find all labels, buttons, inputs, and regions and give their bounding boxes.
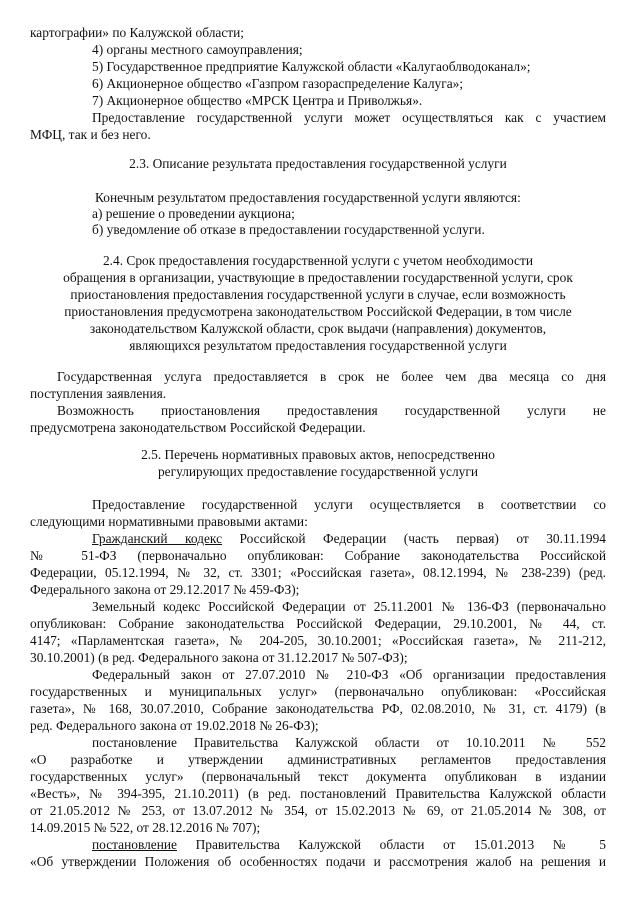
text-line: картографии» по Калужской области; — [30, 25, 245, 40]
list-item: 7) Акционерное общество «МРСК Центра и Приволжья». — [92, 93, 423, 108]
section-heading: обращения в организации, участвующие в предоставлении государственной услуги, срок — [63, 270, 573, 285]
paragraph-line: ред. Федерального закона от 19.02.2018 № 26-ФЗ); — [30, 718, 319, 733]
section-heading: являющихся результатом предоставления государственной услуги — [129, 338, 507, 353]
paragraph-line: Предоставление государственной услуги может осуществляться как с участием — [92, 110, 606, 125]
paragraph-line: опубликован: Собрание законодательства Российской Федерации, 29.10.2001, № 44, ст. — [30, 616, 606, 631]
paragraph-line: государственных и муниципальных услуг» (первоначально опубликован: «Российская — [30, 684, 606, 699]
paragraph-line: предусмотрена законодательством Российской Федерации. — [30, 420, 366, 435]
paragraph-line: Федеральный закон от 27.07.2010 № 210-ФЗ «Об организации предоставления — [92, 667, 606, 682]
section-heading: 2.4. Срок предоставления государственной услуги с учетом необходимости — [102, 253, 534, 268]
civil-code-link[interactable]: Гражданский кодекс — [92, 531, 223, 546]
paragraph-line: «Об утверждении Положения об особенностях подачи и рассмотрения жалоб на решения и — [30, 854, 606, 869]
paragraph-line: «О разработке и утверждении административных регламентов предоставления — [30, 752, 606, 767]
paragraph-line: газета», № 168, 30.07.2010, Собрание законодательства РФ, 02.08.2010, № 31, ст. 4179) (в — [30, 701, 606, 716]
paragraph-line: Возможность приостановления предоставления государственной услуги не — [57, 403, 606, 418]
list-item: 4) органы местного самоуправления; — [92, 42, 303, 57]
paragraph-line: № 51-ФЗ (первоначально опубликован: Собрание законодательства Российской — [30, 548, 606, 563]
resolution-link[interactable]: постановление — [92, 837, 178, 852]
text-span: Правительства Калужской области от 15.01.2013 № 5 — [195, 837, 606, 852]
section-heading: регулирующих предоставление государственной услуги — [157, 464, 479, 479]
paragraph-line: «Весть», № 394-395, 21.10.2011) (в ред. постановлений Правительства Калужской области — [30, 786, 606, 801]
list-item: а) решение о проведении аукциона; — [92, 206, 295, 221]
paragraph-line: государственных услуг» (первоначальный текст документа опубликован в издании — [30, 769, 606, 784]
paragraph-line: от 21.05.2012 № 253, от 13.07.2012 № 354, от 15.02.2013 № 69, от 21.05.2014 № 308, от — [30, 803, 606, 818]
paragraph-line: Земельный кодекс Российской Федерации от 25.11.2001 № 136-ФЗ (первоначально — [92, 599, 606, 614]
section-heading: 2.3. Описание результата предоставления государственной услуги — [129, 156, 507, 171]
paragraph-line: следующими нормативными правовыми актами: — [30, 514, 308, 529]
section-heading: законодательством Калужской области, срок выдачи (направления) документов, — [89, 321, 547, 336]
list-item: 6) Акционерное общество «Газпром газораспределение Калуга»; — [92, 76, 464, 91]
paragraph-line: Конечным результатом предоставления государственной услуги являются: — [95, 190, 521, 205]
section-heading: 2.5. Перечень нормативных правовых актов, непосредственно — [141, 447, 495, 462]
text-span: Российской Федерации (часть первая) от 30.11.1994 — [239, 531, 606, 546]
paragraph-line — [30, 836, 606, 853]
paragraph-line: МФЦ, так и без него. — [30, 127, 151, 142]
paragraph-line: постановление Правительства Калужской области от 10.10.2011 № 552 — [92, 735, 606, 750]
list-item: б) уведомление об отказе в предоставлении государственной услуги. — [92, 222, 485, 237]
paragraph-line — [30, 530, 606, 547]
paragraph-line: Предоставление государственной услуги осуществляется в соответствии со — [92, 497, 606, 512]
paragraph-line: Государственная услуга предоставляется в срок не более чем два месяца со дня — [57, 369, 606, 384]
paragraph-line: 4147; «Парламентская газета», № 204-205, 30.10.2001; «Российская газета», № 211-212, — [30, 633, 606, 648]
paragraph-line: Федерации, 05.12.1994, № 32, ст. 3301; «Российская газета», 08.12.1994, № 238-239) (ред. — [30, 565, 606, 580]
paragraph-line: поступления заявления. — [30, 386, 167, 401]
paragraph-line: 30.10.2001) (в ред. Федерального закона от 31.12.2017 № 507-ФЗ); — [30, 650, 408, 665]
paragraph-line: 14.09.2015 № 522, от 28.12.2016 № 707); — [30, 820, 261, 835]
paragraph-line: Федерального закона от 29.12.2017 № 459-ФЗ); — [30, 582, 300, 597]
section-heading: приостановления предоставления государственной услуги в случае, если возможность — [70, 287, 566, 302]
list-item: 5) Государственное предприятие Калужской области «Калугаоблводоканал»; — [92, 59, 531, 74]
section-heading: приостановления предусмотрена законодательством Российской Федерации, в том числе — [64, 304, 572, 319]
